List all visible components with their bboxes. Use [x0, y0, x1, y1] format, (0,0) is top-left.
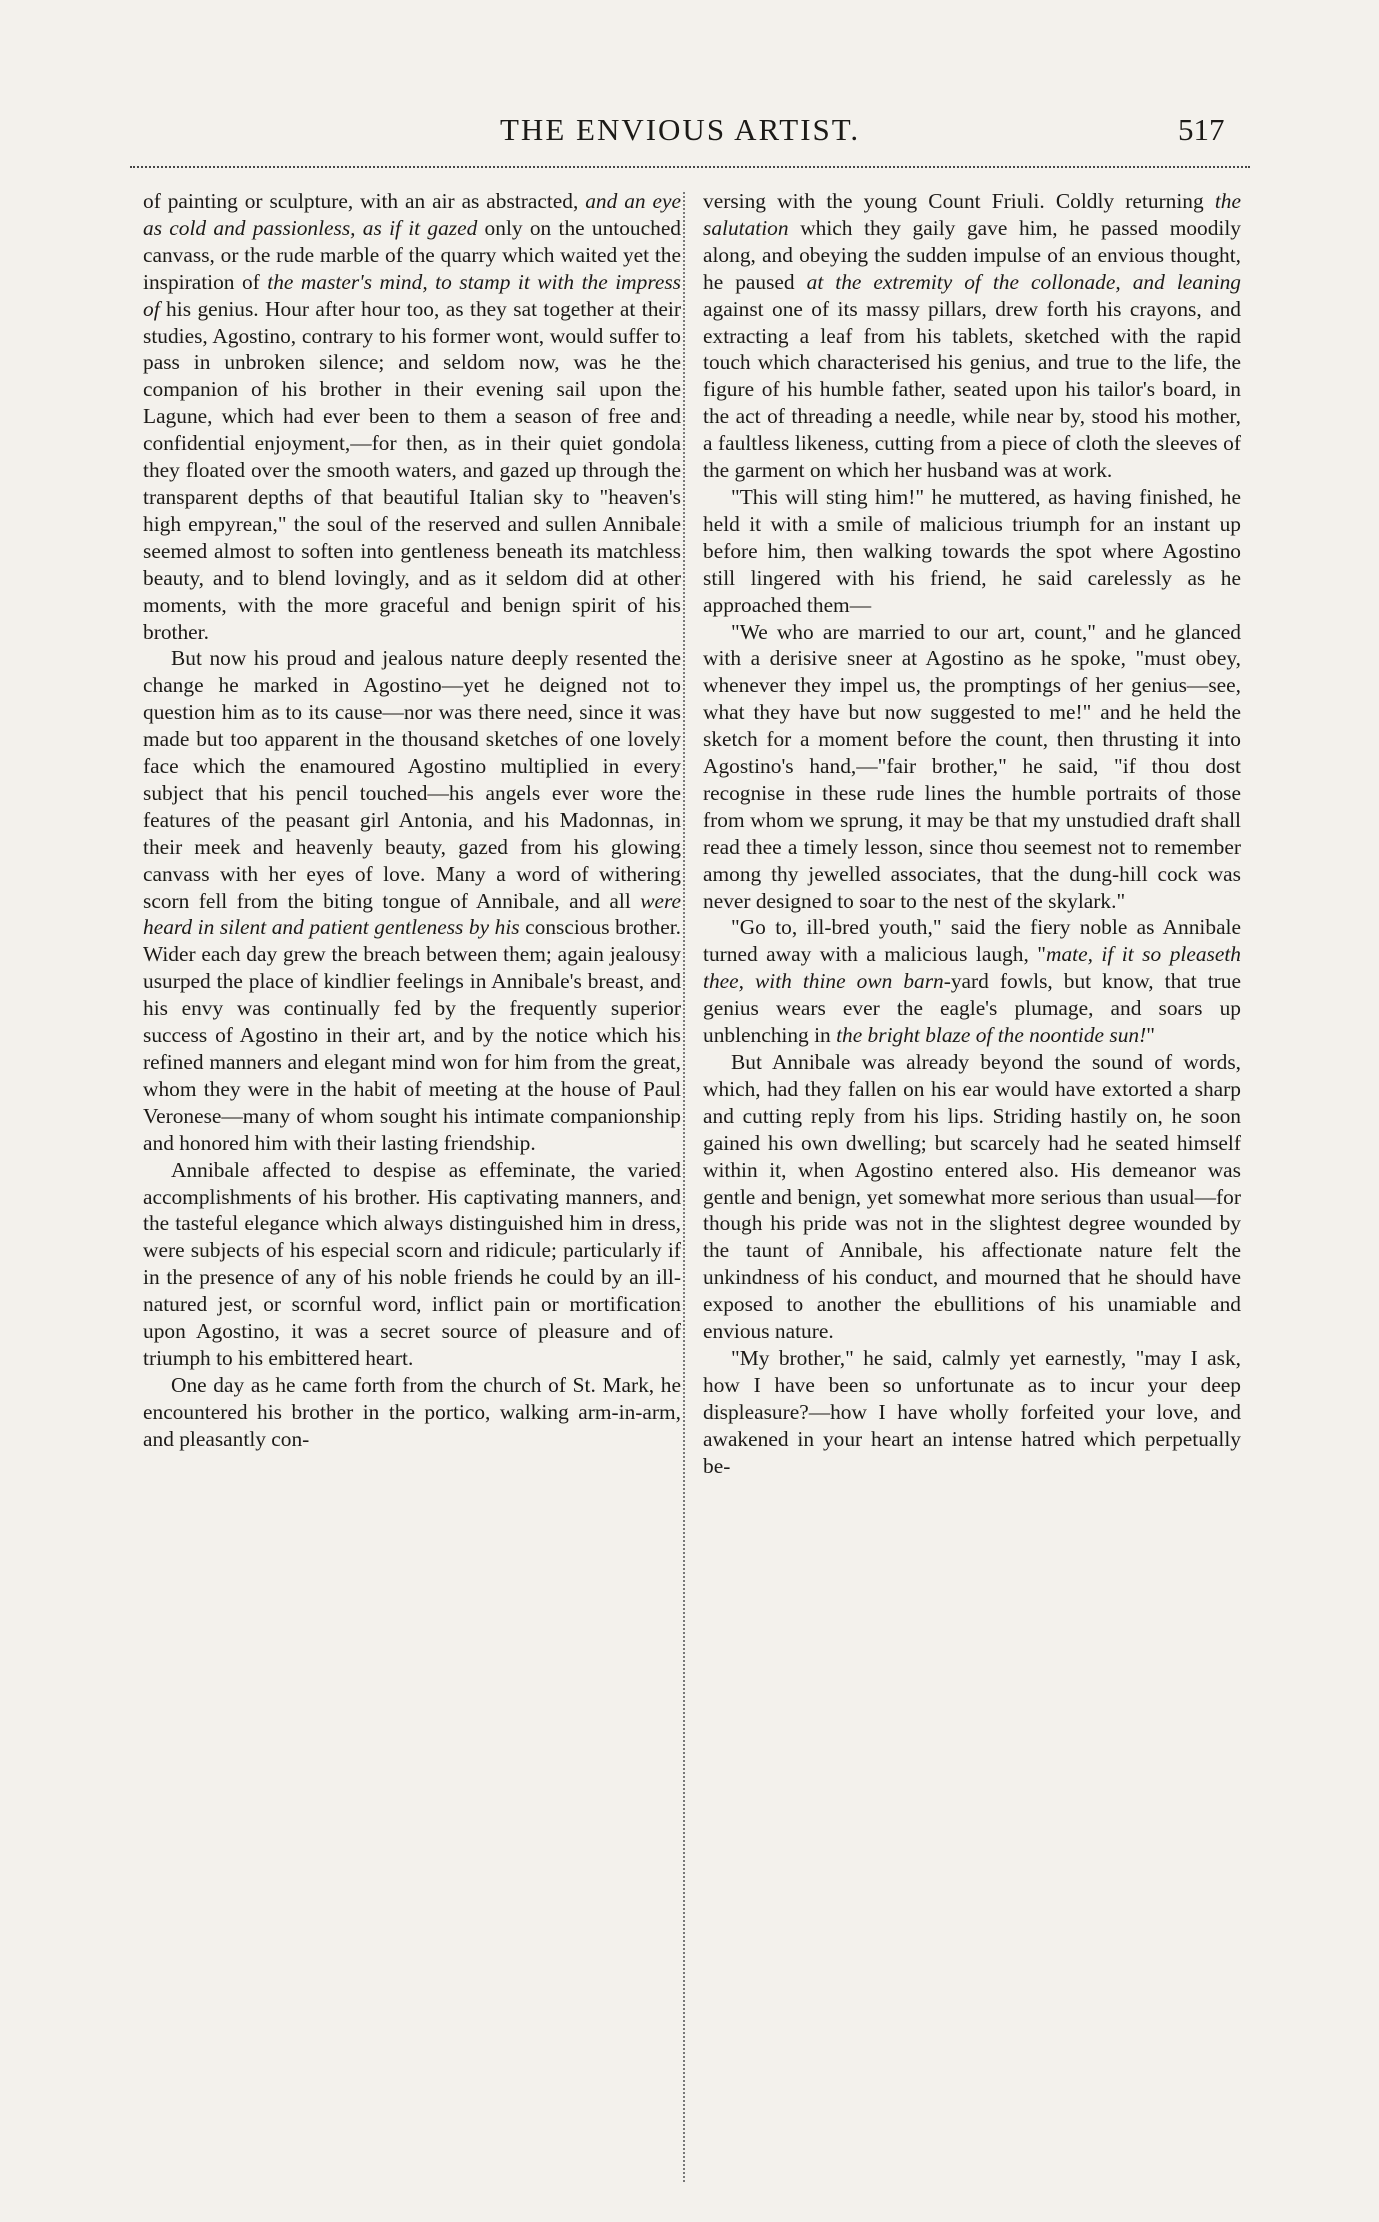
text-run: of painting or sculpture, with an air as abstracted, [143, 189, 586, 213]
text-run: versing with the young Count Friuli. Coldly returning [703, 189, 1215, 213]
paragraph: "This will sting him!" he muttered, as having finished, he held it with a smile of malicious triumph for an instant up before him, then walking towards the spot where Agostino still lingered with his friend, he said carelessly as he approached them— [703, 484, 1241, 617]
paragraph: But Annibale was already beyond the sound of words, which, had they fallen on his ear would have extorted a sharp and cutting reply from his lips. Striding hastily on, he soon gained his own dwelling; but scarcely had he seated himself within it, when Agostino entered also. His demeanor was gentle and benign, yet somewhat more serious than usual—for though his pride was not in the slightest degree wounded by the taunt of Annibale, his affectionate nature felt the unkindness of his conduct, and mourned that he should have exposed to another the ebullitions of his unamiable and envious nature. [703, 1050, 1241, 1344]
paragraph: "We who are married to our art, count," and he glanced with a derisive sneer at Agostino as he spoke, "must obey, whenever they impel us, the promptings of her genius—see, what they have but now suggested to me!" and he held the sketch for a moment before the count, then thrusting it into Agostino's hand,—"fair brother," he said, "if thou dost recognise in these rude lines the humble portraits of those from whom we sprung, it may be that my unstudied draft shall read thee a timely lesson, since thou seemest not to remember among thy jewelled associates, that the dung-hill cock was never designed to soar to the nest of the skylark." [703, 619, 1241, 913]
header-rule [130, 166, 1250, 168]
text-run: But now his proud and jealous nature deeply resented the change he marked in Agostino—yet he deigned not to question him as to its cause—nor was there need, since it was made but too apparent in the thousand sketches of one lovely face which the enamoured Agostino multiplied in every subject that his pencil touched—his angels ever wore the features of the peasant girl Antonia, and his Madonnas, in their meek and heavenly beauty, gazed from his glowing canvass with her eyes of love. Many a word of withering scorn fell from the biting tongue of Annibale, and all [143, 646, 681, 913]
text-run: only on the untouched canvass, or the rude marble of the quarry which waited yet the inspiration of [143, 215, 682, 294]
paragraph [703, 914, 1241, 1049]
text-run: " [1146, 1023, 1155, 1048]
italic-text-run: the master's mind, to stamp it with the impress of [143, 269, 681, 321]
text-run: conscious brother. Wider each day grew the breach between them; again jealousy usurped the place of kindlier feelings in Annibale's breast, and his envy was continually fed by the frequently superior success of Agostino in their art, and by the notice which his refined manners and elegant mind won for him from the great, whom they were in the habit of meeting at the house of Paul Veronese—many of whom sought his intimate companionship and honored him with their lasting friendship. [143, 915, 682, 1155]
text-run: "Go to, ill-bred youth," said the fiery noble as Annibale turned away with a malicious laugh, " [703, 915, 1241, 967]
italic-text-run: were heard in silent and patient gentleness by his [143, 888, 681, 940]
left-column [143, 188, 681, 1453]
running-title: THE ENVIOUS ARTIST. [500, 112, 861, 147]
italic-text-run: at the extremity of the collonade, and leaning [806, 269, 1241, 294]
paragraph [143, 645, 681, 1156]
italic-text-run: the salutation [703, 189, 1241, 240]
paragraph: "My brother," he said, calmly yet earnestly, "may I ask, how I have been so unfortunate as to incur your deep displeasure?—how I have wholly forfeited your love, and awakened in your heart an intense hatred which perpetually be- [703, 1345, 1241, 1478]
italic-text-run: the bright blaze of the noontide sun! [836, 1023, 1147, 1048]
page-number: 517 [1178, 112, 1225, 147]
text-run: against one of its massy pillars, drew forth his crayons, and extracting a leaf from his tablets, sketched with the rapid touch which characterised his genius, and true to the life, the figure of his humble father, seated upon his tailor's board, in the act of threading a needle, while near by, stood his mother, a faultless likeness, cutting from a piece of cloth the sleeves of the garment on which her husband was at work. [703, 296, 1241, 483]
text-run: his genius. Hour after hour too, as they sat together at their studies, Agostino, contrary to his former wont, would suffer to pass in unbroken silence; and seldom now, was he the companion of his brother in their evening sail upon the Lagune, which had ever been to them a season of free and confidential enjoyment,—for then, as in their quiet gondola they floated over the smooth waters, and gazed up through the transparent depths of that beautiful Italian sky to "heaven's high empyrean," the soul of the reserved and sullen Annibale seemed almost to soften into gentleness beneath its matchless beauty, and to blend lovingly, and as it seldom did at other moments, with the more graceful and benign spirit of his brother. [143, 296, 681, 644]
column-divider [683, 192, 685, 2182]
text-run: yard fowls, but know, that true genius wears ever the eagle's plumage, and soars up unblenching in [703, 969, 1241, 1048]
italic-text-run: mate, if it so pleaseth thee, with thine own barn- [703, 942, 1241, 994]
page-header [0, 112, 1379, 152]
paragraph: Annibale affected to despise as effeminate, the varied accomplishments of his brother. His captivating manners, and the tasteful elegance which always distinguished him in dress, were subjects of his especial scorn and ridicule; particularly if in the presence of any of his noble friends he could by an ill-natured jest, or scornful word, inflict pain or mortification upon Agostino, it was a secret source of pleasure and of triumph to his embittered heart. [143, 1157, 681, 1370]
paragraph [703, 188, 1241, 484]
right-column [703, 188, 1241, 1480]
paragraph: One day as he came forth from the church of St. Mark, he encountered his brother in the portico, walking arm-in-arm, and pleasantly con- [143, 1372, 681, 1451]
paragraph [143, 188, 681, 645]
text-run: which they gaily gave him, he passed moodily along, and obeying the sudden impulse of an envious thought, he paused [703, 215, 1241, 294]
italic-text-run: and an eye as cold and passionless, as if it gazed [143, 189, 681, 240]
